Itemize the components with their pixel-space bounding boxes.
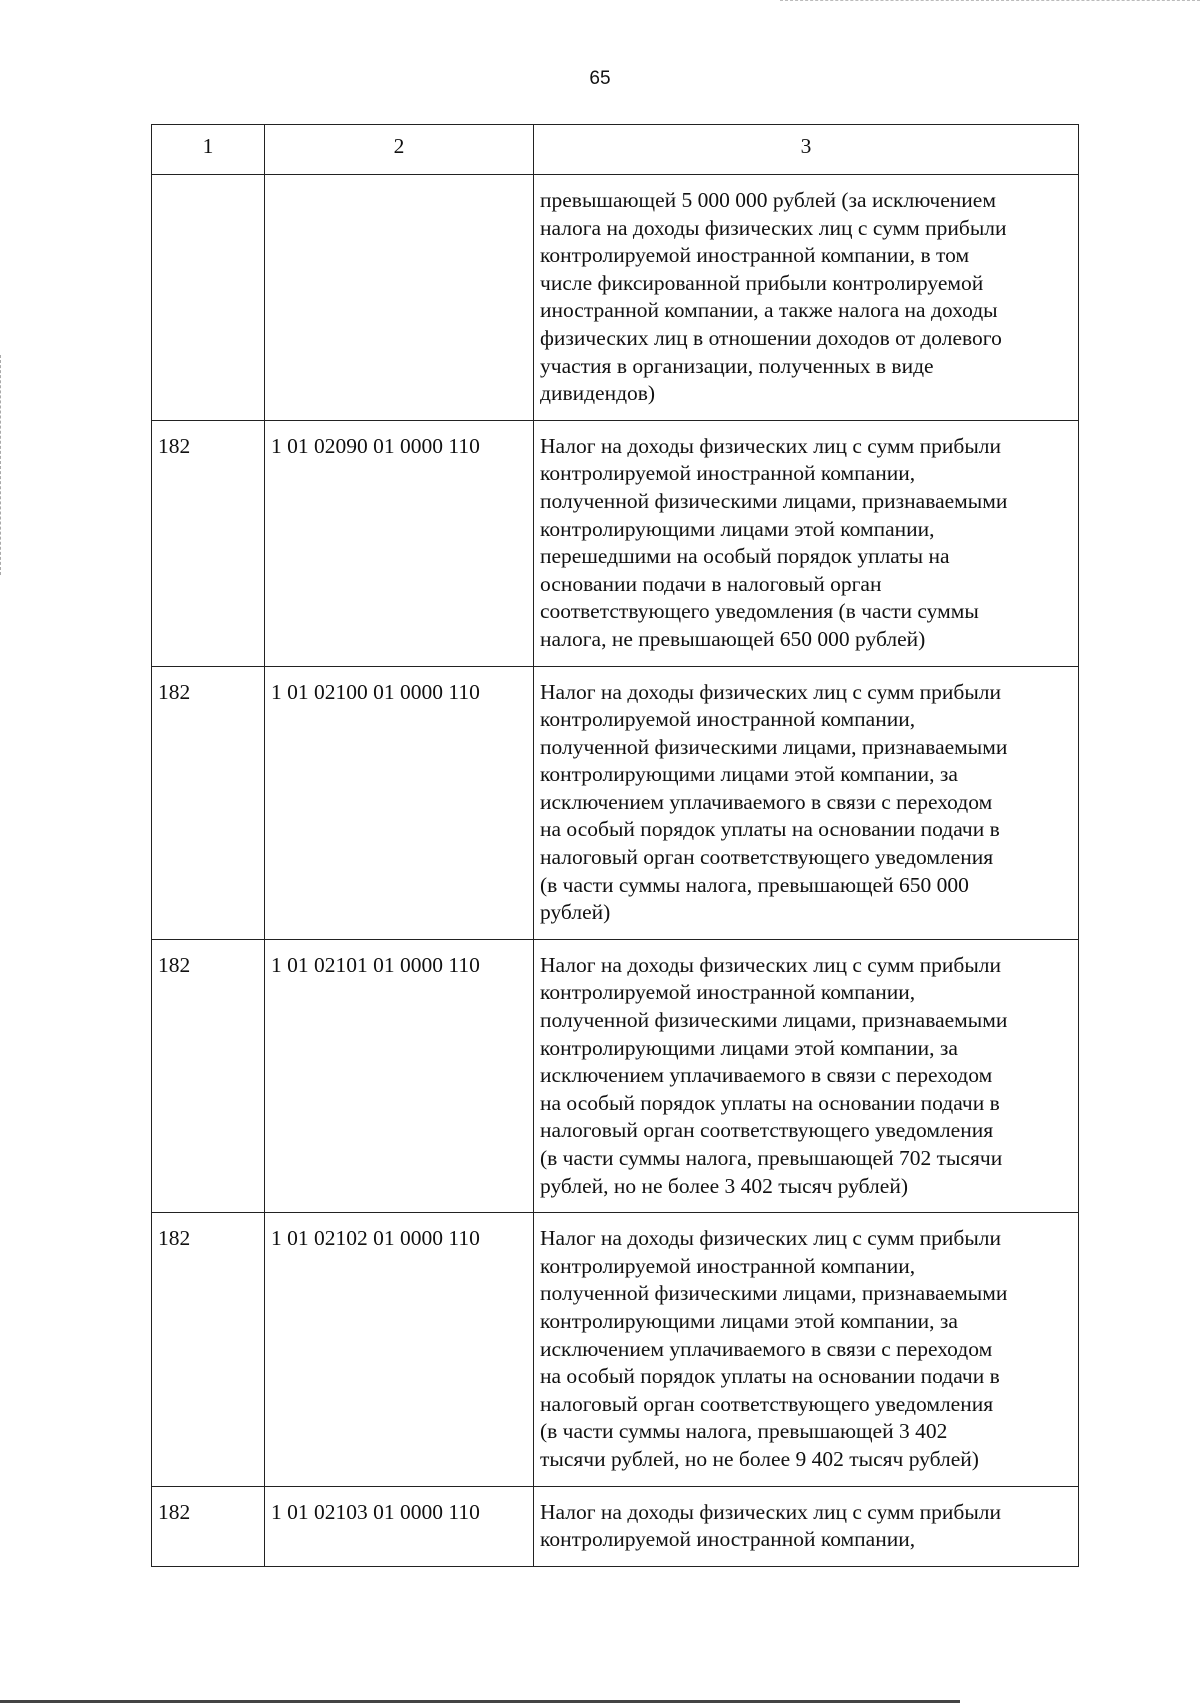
table-row <box>152 175 1079 421</box>
table-row <box>152 1213 1079 1486</box>
admin-code-cell: 182 <box>152 939 265 1212</box>
table-row <box>152 666 1079 939</box>
page-number: 65 <box>589 68 611 89</box>
column-header-3: 3 <box>534 125 1079 175</box>
kbk-code-cell: 1 01 02100 01 0000 110 <box>265 666 534 939</box>
description-cell: Налог на доходы физических лиц с сумм прибыли контролируемой иностранной компании, <box>534 1486 1079 1566</box>
admin-code-cell: 182 <box>152 1213 265 1486</box>
admin-code-cell: 182 <box>152 1486 265 1566</box>
scan-edge-top <box>780 0 1200 3</box>
kbk-code-cell <box>265 175 534 421</box>
description-cell: Налог на доходы физических лиц с сумм прибыли контролируемой иностранной компании, полученной физическими лицами, признаваемыми контролирующими лицами этой компании, за исключением уплачиваемого в связи с переходом на особый порядок уплаты на основании подачи в налоговый орган соответствующего уведомления (в части суммы налога, превышающей 3 402 тысячи рублей, но не более 9 402 тысяч рублей) <box>534 1213 1079 1486</box>
table-row <box>152 939 1079 1212</box>
admin-code-cell: 182 <box>152 420 265 666</box>
admin-code-cell <box>152 175 265 421</box>
scan-edge-left <box>0 355 3 575</box>
table-row <box>152 420 1079 666</box>
admin-code-cell: 182 <box>152 666 265 939</box>
description-cell: Налог на доходы физических лиц с сумм прибыли контролируемой иностранной компании, полученной физическими лицами, признаваемыми контролирующими лицами этой компании, перешедшими на особый порядок уплаты на основании подачи в налоговый орган соответствующего уведомления (в части суммы налога, не превышающей 650 000 рублей) <box>534 420 1079 666</box>
column-header-1: 1 <box>152 125 265 175</box>
kbk-code-cell: 1 01 02102 01 0000 110 <box>265 1213 534 1486</box>
description-cell: превышающей 5 000 000 рублей (за исключением налога на доходы физических лиц с сумм прибыли контролируемой иностранной компании, в том числе фиксированной прибыли контролируемой иностранной компании, а также налога на доходы физических лиц в отношении доходов от долевого участия в организации, полученных в виде дивидендов) <box>534 175 1079 421</box>
scan-edge-bottom <box>0 1700 960 1703</box>
column-header-2: 2 <box>265 125 534 175</box>
table-row <box>152 1486 1079 1566</box>
table-header-row <box>152 125 1079 175</box>
budget-codes-table <box>151 124 1079 1567</box>
kbk-code-cell: 1 01 02101 01 0000 110 <box>265 939 534 1212</box>
kbk-code-cell: 1 01 02090 01 0000 110 <box>265 420 534 666</box>
description-cell: Налог на доходы физических лиц с сумм прибыли контролируемой иностранной компании, полученной физическими лицами, признаваемыми контролирующими лицами этой компании, за исключением уплачиваемого в связи с переходом на особый порядок уплаты на основании подачи в налоговый орган соответствующего уведомления (в части суммы налога, превышающей 702 тысячи рублей, но не более 3 402 тысяч рублей) <box>534 939 1079 1212</box>
description-cell: Налог на доходы физических лиц с сумм прибыли контролируемой иностранной компании, полученной физическими лицами, признаваемыми контролирующими лицами этой компании, за исключением уплачиваемого в связи с переходом на особый порядок уплаты на основании подачи в налоговый орган соответствующего уведомления (в части суммы налога, превышающей 650 000 рублей) <box>534 666 1079 939</box>
kbk-code-cell: 1 01 02103 01 0000 110 <box>265 1486 534 1566</box>
